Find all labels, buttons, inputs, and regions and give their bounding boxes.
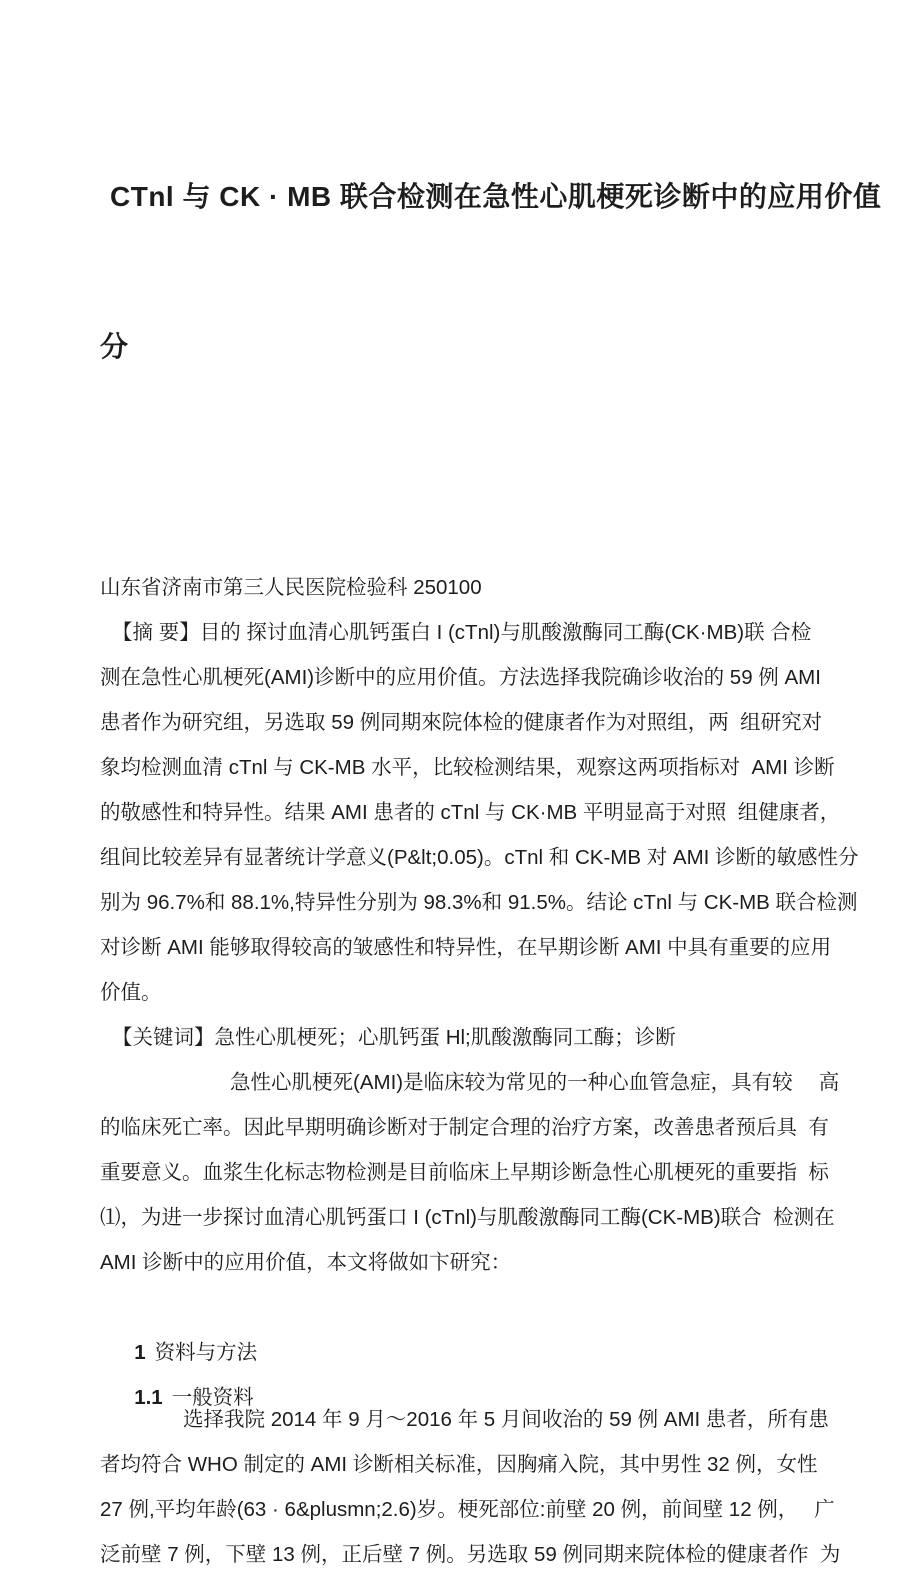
introduction-line: 急性心肌梗死(AMI)是临床较为常见的一种心血管急症，具有较 高 bbox=[230, 1071, 840, 1094]
section-number: 1 bbox=[134, 1341, 146, 1364]
abstract-line: 测在急性心肌梗死(AMI)诊断中的应用价值。方法选择我院确诊收治的 59 例 AMI bbox=[100, 666, 821, 689]
paper-title bbox=[100, 72, 882, 472]
abstract-line: 象均检测血清 cTnl 与 CK-MB 水平，比较检测结果，观察这两项指标对 AMI 诊断 bbox=[100, 756, 835, 779]
paper-title-line-2: 分 bbox=[100, 331, 129, 362]
abstract-line: 【摘 要】目的 探讨血清心肌钙蛋白 I (cTnl)与肌酸激酶同工酶(CK·MB)联 合检 bbox=[112, 621, 812, 644]
abstract-line: 价值。 bbox=[100, 981, 162, 1004]
general-data-line: 泛前壁 7 例，下壁 13 例，正后壁 7 例。另选取 59 例同期来院体检的健康者作 为 bbox=[100, 1543, 841, 1566]
section-number: 1.1 bbox=[134, 1386, 163, 1409]
abstract-line: 对诊断 AMI 能够取得较高的皱感性和特异性，在早期诊断 AMI 中具有重要的应用 bbox=[100, 936, 832, 959]
introduction-line: 的临床死亡率。因此早期明确诊断对于制定合理的治疗方案，改善患者预后具 有 bbox=[100, 1116, 829, 1139]
general-data-line: 选择我院 2014 年 9 月～2016 年 5 月间收治的 59 例 AMI 患者，所有患 bbox=[183, 1408, 829, 1431]
introduction-line: 重要意义。血浆生化标志物检测是目前临床上早期诊断急性心肌梗死的重要指 标 bbox=[100, 1161, 829, 1184]
paper-title-line-1: CTnl 与 CK · MB 联合检测在急性心肌梗死诊断中的应用价值 bbox=[110, 181, 882, 212]
keywords-line: 【关键词】急性心肌梗死；心肌钙蛋 Hl;肌酸激酶同工酶；诊断 bbox=[112, 1026, 676, 1049]
affiliation-line: 山东省济南市第三人民医院检验科 250100 bbox=[100, 576, 482, 599]
abstract-line: 组间比较差异有显著统计学意义(P&lt;0.05)。cTnl 和 CK-MB 对 AMI 诊断的敏感性分 bbox=[100, 846, 859, 869]
section-label: 资料与方法 bbox=[154, 1341, 258, 1364]
general-data-line: 27 例,平均年龄(63 · 6&plusmn;2.6)岁。梗死部位:前壁 20 例，前间壁 12 例， 广 bbox=[100, 1498, 835, 1521]
general-data-line: 者均符合 WHO 制定的 AMI 诊断相关标准，因胸痛入院，其中男性 32 例，女性 bbox=[100, 1453, 818, 1476]
section-heading-methods bbox=[100, 1285, 822, 1364]
section-label: 一般资料 bbox=[171, 1386, 254, 1409]
abstract-line: 的敬感性和特异性。结果 AMI 患者的 cTnl 与 CK·MB 平明显高于对照 组健康者， bbox=[100, 801, 841, 824]
document-body bbox=[100, 565, 859, 1577]
introduction-line: AMI 诊断中的应用价值，本文将做如卞研究： bbox=[100, 1251, 512, 1274]
introduction-line: ⑴，为进一步探讨血清心肌钙蛋口 I (cTnl)与肌酸激酶同工酶(CK-MB)联合 检测在 bbox=[100, 1206, 835, 1229]
abstract-line: 患者作为研究组，另选取 59 例同期來院体检的健康者作为对照组，两 组研究对 bbox=[100, 711, 823, 734]
abstract-line: 别为 96.7%和 88.1%,特异性分别为 98.3%和 91.5%。结论 cTnl 与 CK-MB 联合检测 bbox=[100, 891, 858, 914]
